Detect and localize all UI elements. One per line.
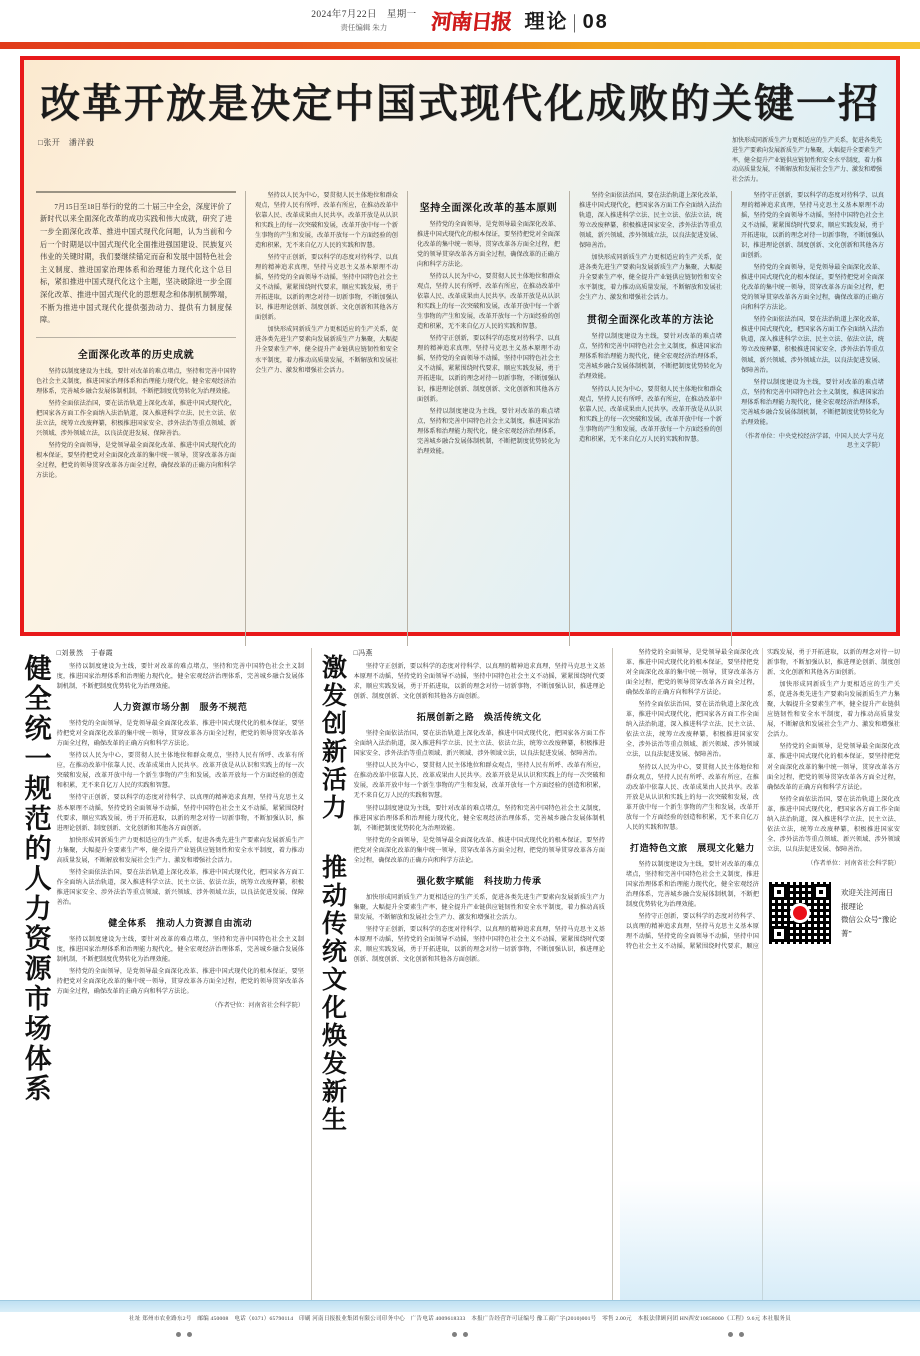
article-2-subhead-1: 拓展创新之路 焕活传统文化 — [416, 713, 542, 724]
feature-col3-body: 坚持党的全面领导，是党领导最全面深化改革、推进中国式现代化的根本保证，要坚持把党对全面深化改革的集中统一领导，贯穿改革各方面全过程，把党的领导贯穿改革各方面全过程，确保改革的正确方向和科学方法论。 坚持以人民为中心，要贯彻人民主体地位和群众观点，坚持人民有所呼、改革有所应，在推动改革中依靠人民、改革成果由人民共享。改革开放是从认识和实践上的每一次突破和发展，改革开放中每一个新生事物的产生和发展，改革开放每一个方面经验的创造和积累，无不来自亿万人民的实践和智慧。 坚持守正创新，要以科学的态度对待科学、以真理的精神追求真理，坚持马克思主义基本原理不动摇，坚持党的全面领导不动摇，坚持中国特色社会主义不动摇，紧紧围绕时代要求，顺应实践发展，勇于开拓进取，以新的理念对待一切新事物，不断加强认识，推进理论创新、制度创新、文化创新和其他各方面创新。 坚持以制度建设为主线，要针对改革的难点堵点，坚持和完善中国特色社会主义制度，推进国家治理体系和治理能力现代化，健全宏观经济治理体系，完善城乡融合发展体制机制，不断把制度优势转化为治理效能。 — [417, 220, 560, 455]
registration-dot — [463, 1332, 468, 1337]
qr-caption-line-1: 欢迎关注河南日报理论 — [840, 888, 894, 911]
article-2-body — [347, 648, 604, 1300]
feature-byline-row — [38, 137, 882, 186]
section-title-block — [525, 12, 609, 32]
feature-columns — [36, 191, 884, 646]
wechat-qr-code-icon[interactable] — [769, 882, 831, 944]
article-3-body — [620, 648, 900, 1300]
article-3-section-1: 坚持以制度建设为主线，要针对改革的难点堵点，坚持和完善中国特色社会主义制度，推进国家治理体系和治理能力现代化，健全宏观经济治理体系，完善城乡融合发展体制机制，不断把制度优势转化为治理效能。 坚持守正创新，要以科学的态度对待科学、以真理的精神追求真理，坚持马克思主义基本原理不动摇，坚持党的全面领导不动摇，坚持中国特色社会主义不动摇，紧紧围绕时代要求，顺应实践发展，勇于开拓进取，以新的理念对待一切新事物，不断加强认识，推进理论创新、制度创新、文化创新和其他各方面创新。 加快形成同新质生产力更相适应的生产关系，促进各类先进生产要素向发展新质生产力集聚，大幅提升全要素生产率，健全提升产业链供应链韧性和安全水平制度，着力推动高质量发展，不断解放和发展社会生产力、激发和增强社会活力。 坚持党的全面领导，是党领导最全面深化改革、推进中国式现代化的根本保证，要坚持把党对全面深化改革的集中统一领导，贯穿改革各方面全过程，把党的领导贯穿改革各方面全过程，确保改革的正确方向和科学方法论。 坚持全面依法治国，要在法治轨道上深化改革，推进中国式现代化，把国家各方面工作全面纳入法治轨道，深入推进科学立法、民主立法、依法立法，统筹立改废释纂，积极推进国家安全、涉外法治等重点领域、新兴领域、涉外领域立法，以良法促进发展、保障善治。 — [625, 649, 900, 951]
article-divider — [311, 648, 312, 1300]
registration-dot — [176, 1332, 181, 1337]
article-divider — [612, 648, 613, 1300]
registration-dot — [187, 1332, 192, 1337]
feature-article — [20, 56, 900, 636]
registration-dot — [452, 1332, 457, 1337]
feature-credit: （作者单位：中央党校经济学部、中国人民大学马克思主义学院） — [741, 432, 884, 450]
article-1-section-2: 坚持以制度建设为主线，要针对改革的难点堵点，坚持和完善中国特色社会主义制度，推进国家治理体系和治理能力现代化，健全宏观经济治理体系，完善城乡融合发展体制机制，不断把制度优势转化为治理效能。 坚持党的全面领导，是党领导最全面深化改革、推进中国式现代化的根本保证，要坚持把党对全面深化改革的集中统一领导，贯穿改革各方面全过程，把党的领导贯穿改革各方面全过程，确保改革的正确方向和科学方法论。 — [56, 935, 304, 996]
feature-intro-snippet: 加快形成同新质生产力更相适应的生产关系，促进各类先进生产要素向发展新质生产力集聚，大幅提升全要素生产率，健全提升产业链供应链韧性和安全水平制度，着力推动高质量发展，不断解放和发展社会生产力、激发和增强社会活力。 — [732, 138, 883, 184]
feature-col2-body: 坚持以人民为中心，要贯彻人民主体地位和群众观点，坚持人民有所呼、改革有所应，在推动改革中依靠人民、改革成果由人民共享。改革开放是从认识和实践上的每一次突破和发展，改革开放中每一个新生事物的产生和发展，改革开放每一个方面经验的创造和积累，无不来自亿万人民的实践和智慧。 坚持守正创新，要以科学的态度对待科学、以真理的精神追求真理，坚持马克思主义基本原理不动摇，坚持党的全面领导不动摇，坚持中国特色社会主义不动摇，紧紧围绕时代要求，顺应实践发展，勇于开拓进取，以新的理念对待一切新事物，不断加强认识，推进理论创新、制度创新、文化创新和其他各方面创新。 加快形成同新质生产力更相适应的生产关系，促进各类先进生产要素向发展新质生产力集聚，大幅提升全要素生产率，健全提升产业链供应链韧性和安全水平制度，着力推动高质量发展，不断解放和发展社会生产力、激发和增强社会活力。 — [255, 191, 398, 374]
feature-col4-body-2: 坚持以制度建设为主线，要针对改革的难点堵点，坚持和完善中国特色社会主义制度，推进国家治理体系和治理能力现代化，健全宏观经济治理体系，完善城乡融合发展体制机制，不断把制度优势转化为治理效能。 坚持以人民为中心，要贯彻人民主体地位和群众观点，坚持人民有所呼、改革有所应，在推动改革中依靠人民、改革成果由人民共享。改革开放是从认识和实践上的每一次突破和发展，改革开放中每一个新生事物的产生和发展，改革开放每一个方面经验的创造和积累，无不来自亿万人民的实践和智慧。 — [579, 333, 722, 443]
feature-column-4 — [579, 191, 722, 646]
article-3-top: 坚持党的全面领导，是党领导最全面深化改革、推进中国式现代化的根本保证，要坚持把党对全面深化改革的集中统一领导，贯穿改革各方面全过程，把党的领导贯穿改革各方面全过程，确保改革的正确方向和科学方法论。 坚持全面依法治国，要在法治轨道上深化改革，推进中国式现代化，把国家各方面工作全面纳入法治轨道，深入推进科学立法、民主立法、依法立法，统筹立改废释纂，积极推进国家安全、涉外法治等重点领域、新兴领域、涉外领域立法，以良法促进发展、保障善治。 坚持以人民为中心，要贯彻人民主体地位和群众观点，坚持人民有所呼、改革有所应，在推动改革中依靠人民、改革成果由人民共享。改革开放是从认识和实践上的每一次突破和发展，改革开放中每一个新生事物的产生和发展，改革开放每一个方面经验的创造和积累，无不来自亿万人民的实践和智慧。 — [625, 649, 759, 831]
article-2-intro: 坚持守正创新，要以科学的态度对待科学、以真理的精神追求真理，坚持马克思主义基本原理不动摇，坚持党的全面领导不动摇，坚持中国特色社会主义不动摇，紧紧围绕时代要求，顺应实践发展，勇于开拓进取，以新的理念对待一切新事物，不断加强认识，推进理论创新、制度创新、文化创新和其他各方面创新。 — [353, 663, 605, 701]
article-3-subhead-1: 打造特色文旅 展现文化魅力 — [630, 843, 755, 854]
publication-date: 2024年7月22日 星期一 — [311, 9, 417, 20]
feature-column-3 — [417, 191, 560, 646]
footer-band — [0, 1300, 920, 1312]
feature-col4-body: 坚持全面依法治国，要在法治轨道上深化改革，推进中国式现代化，把国家各方面工作全面纳入法治轨道，深入推进科学立法、民主立法、依法立法，统筹立改废释纂，积极推进国家安全、涉外法治等重点领域、新兴领域、涉外领域立法，以良法促进发展、保障善治。 加快形成同新质生产力更相适应的生产关系，促进各类先进生产要素向发展新质生产力集聚，大幅提升全要素生产率，健全提升产业链供应链韧性和安全水平制度，着力推动高质量发展，不断解放和发展社会生产力、激发和增强社会活力。 — [579, 191, 722, 302]
article-2-title: 激发创新活力 推动传统文化焕发新生 — [318, 654, 348, 1134]
article-3-credit: （作者单位：河南省社会科学院） — [807, 859, 900, 867]
article-1-section-1: 坚持党的全面领导，是党领导最全面深化改革、推进中国式现代化的根本保证，要坚持把党对全面深化改革的集中统一领导，贯穿改革各方面全过程，把党的领导贯穿改革各方面全过程，确保改革的正确方向和科学方法论。 坚持以人民为中心，要贯彻人民主体地位和群众观点，坚持人民有所呼、改革有所应，在推动改革中依靠人民、改革成果由人民共享。改革开放是从认识和实践上的每一次突破和发展，改革开放中每一个新生事物的产生和发展，改革开放每一个方面经验的创造和积累，无不来自亿万人民的实践和智慧。 坚持守正创新，要以科学的态度对待科学、以真理的精神追求真理，坚持马克思主义基本原理不动摇，坚持党的全面领导不动摇，坚持中国特色社会主义不动摇，紧紧围绕时代要求，顺应实践发展，勇于开拓进取，以新的理念对待一切新事物，不断加强认识，推进理论创新、制度创新、文化创新和其他各方面创新。 加快形成同新质生产力更相适应的生产关系，促进各类先进生产要素向发展新质生产力集聚，大幅提升全要素生产率，健全提升产业链供应链韧性和安全水平制度，着力推动高质量发展，不断解放和发展社会生产力、激发和增强社会活力。 坚持全面依法治国，要在法治轨道上深化改革，推进中国式现代化，把国家各方面工作全面纳入法治轨道，深入推进科学立法、民主立法、依法立法，统筹立改废释纂，积极推进国家安全、涉外法治等重点领域、新兴领域、涉外领域立法，以良法促进发展、保障善治。 — [56, 720, 304, 906]
feature-subhead-3: 贯彻全面深化改革的方法论 — [586, 315, 715, 327]
feature-column-2 — [255, 191, 398, 646]
responsible-editor: 责任编辑 朱力 — [340, 22, 388, 32]
qr-caption — [841, 886, 898, 940]
feature-subhead-1: 全面深化改革的历史成就 — [77, 349, 195, 361]
feature-col5-body: 坚持守正创新，要以科学的态度对待科学、以真理的精神追求真理，坚持马克思主义基本原理不动摇，坚持党的全面领导不动摇，坚持中国特色社会主义不动摇，紧紧围绕时代要求，顺应实践发展，勇于开拓进取，以新的理念对待一切新事物，不断加强认识，推进理论创新、制度创新、文化创新和其他各方面创新。 坚持党的全面领导，是党领导最全面深化改革、推进中国式现代化的根本保证，要坚持把党对全面深化改革的集中统一领导，贯穿改革各方面全过程，把党的领导贯穿改革各方面全过程，确保改革的正确方向和科学方法论。 坚持全面依法治国，要在法治轨道上深化改革，推进中国式现代化，把国家各方面工作全面纳入法治轨道，深入推进科学立法、民主立法、依法立法，统筹立改废释纂，积极推进国家安全、涉外法治等重点领域、新兴领域、涉外领域立法，以良法促进发展、保障善治。 坚持以制度建设为主线，要针对改革的难点堵点，坚持和完善中国特色社会主义制度，推进国家治理体系和治理能力现代化，健全宏观经济治理体系，完善城乡融合发展体制机制，不断把制度优势转化为治理效能。 — [741, 191, 884, 426]
qr-finder-icon — [813, 884, 829, 900]
masthead — [0, 0, 920, 42]
article-cultural-innovation — [319, 648, 605, 1300]
section-name: 理论 — [524, 11, 569, 34]
bottom-articles — [20, 648, 900, 1300]
feature-lead-text: 7月15日至18日举行的党的二十届三中全会，深度评价了新时代以来全面深化改革的成功实践和伟大成就，研究了进一步全面深化改革、推进中国式现代化问题，认为当前和今后一个时期是以中国式现代化全面推进强国建设、民族复兴伟业的关键时期，我们要继续锚定而奋和发展中国特色社会主义制度、推进国家治理体系和治理能力现代化这个总目标，紧扣推进中国式现代化这个主题，坚决破除进一步全面深化改革、推进中国式现代化的思想观念和体制机制弊端，不断为推进中国式现代化提供强劲动力、提供有力制度保障。 — [40, 202, 232, 325]
article-1-byline: □刘景然 于春霞 — [56, 649, 114, 657]
registration-marks — [0, 1332, 920, 1346]
qr-finder-icon — [771, 926, 787, 942]
masthead-color-rule — [0, 42, 920, 49]
feature-lead-box — [36, 191, 236, 338]
masthead-date-block — [311, 10, 416, 32]
article-2-section-1: 坚持全面依法治国，要在法治轨道上深化改革，推进中国式现代化，把国家各方面工作全面纳入法治轨道，深入推进科学立法、民主立法、依法立法，统筹立改废释纂，积极推进国家安全、涉外法治等重点领域、新兴领域、涉外领域立法，以良法促进发展、保障善治。 坚持以人民为中心，要贯彻人民主体地位和群众观点，坚持人民有所呼、改革有所应，在推动改革中依靠人民、改革成果由人民共享。改革开放是从认识和实践上的每一次突破和发展，改革开放中每一个新生事物的产生和发展，改革开放每一个方面经验的创造和积累，无不来自亿万人民的实践和智慧。 坚持以制度建设为主线，要针对改革的难点堵点，坚持和完善中国特色社会主义制度，推进国家治理体系和治理能力现代化，健全宏观经济治理体系，完善城乡融合发展体制机制，不断把制度优势转化为治理效能。 坚持党的全面领导，是党领导最全面深化改革、推进中国式现代化的根本保证，要坚持把党对全面深化改革的集中统一领导，贯穿改革各方面全过程，把党的领导贯穿改革各方面全过程，确保改革的正确方向和科学方法论。 — [353, 730, 605, 864]
article-human-resources — [20, 648, 304, 1300]
section-separator: | — [572, 11, 579, 34]
article-1-subhead-2: 健全体系 推动人力资源自由流动 — [108, 918, 253, 929]
registration-dot — [728, 1332, 733, 1337]
article-1-title: 健全统一规范的人力资源市场体系 — [19, 654, 51, 1104]
column-divider — [731, 191, 732, 646]
feature-col1-body: 坚持以制度建设为主线，要针对改革的难点堵点，坚持和完善中国特色社会主义制度，推进国家治理体系和治理能力现代化，健全宏观经济治理体系，完善城乡融合发展体制机制，不断把制度优势转化为治理效能。 坚持全面依法治国，要在法治轨道上深化改革，推进中国式现代化，把国家各方面工作全面纳入法治轨道，深入推进科学立法、民主立法、依法立法，统筹立改废释纂，积极推进国家安全、涉外法治等重点领域、新兴领域、涉外领域立法，以良法促进发展、保障善治。 坚持党的全面领导，是党领导最全面深化改革、推进中国式现代化的根本保证，要坚持把党对全面深化改革的集中统一领导，贯穿改革各方面全过程，把党的领导贯穿改革各方面全过程，确保改革的正确方向和科学方法论。 — [36, 367, 236, 480]
column-divider — [407, 191, 408, 646]
qr-caption-line-2: 微信公众号“豫论菁” — [840, 915, 897, 938]
qr-finder-icon — [771, 884, 787, 900]
article-1-intro: 坚持以制度建设为主线，要针对改革的难点堵点，坚持和完善中国特色社会主义制度，推进国家治理体系和治理能力现代化，健全宏观经济治理体系，完善城乡融合发展体制机制，不断把制度优势转化为治理效能。 — [56, 663, 304, 691]
registration-dot — [739, 1332, 744, 1337]
feature-byline: □张开 潘洋毅 — [38, 138, 95, 148]
column-divider — [245, 191, 246, 646]
feature-column-1 — [36, 191, 236, 646]
feature-headline: 改革开放是决定中国式现代化成败的关键一招 — [40, 80, 880, 127]
article-1-body — [51, 648, 304, 1300]
column-divider — [569, 191, 570, 646]
article-2-subhead-2: 强化数字赋能 科技助力传承 — [416, 876, 542, 887]
article-1-subhead-1: 人力资源市场分割 服务不规范 — [113, 703, 248, 714]
article-1-credit: （作者단位：河南省社会科学院） — [211, 1002, 304, 1010]
article-cultural-tourism — [620, 648, 900, 1300]
footer-imprint: 社址 郑州市农业路东2号 邮编 450008 电话（0371）65790114 印刷 河南日报报业集团有限公司印务中心 广告电话 4009618333 本报广告经营许可证编号 豫工商广字(2010)001号 零售 2.00元 本报法律顾问团 HN西安10858000《工程》9.6元 本社服务员 — [129, 1316, 791, 1322]
paper-logo: 河南日报 — [429, 9, 512, 35]
article-2-section-2: 加快形成同新质生产力更相适应的生产关系，促进各类先进生产要素向发展新质生产力集聚，大幅提升全要素生产率，健全提升产业链供应链韧性和安全水平制度，着力推动高质量发展，不断解放和发展社会生产力、激发和增强社会活力。 坚持守正创新，要以科学的态度对待科学、以真理的精神追求真理，坚持马克思主义基本原理不动摇，坚持党的全面领导不动摇，坚持中国特色社会主义不动摇，紧紧围绕时代要求，顺应实践发展，勇于开拓进取，以新的理念对待一切新事物，不断加强认识，推进理论创新、制度创新、文化创新和其他各方面创新。 — [353, 893, 605, 964]
article-2-byline: □冯燕 — [353, 649, 373, 657]
feature-subhead-2: 坚持全面深化改革的基本原则 — [419, 202, 558, 214]
feature-column-5 — [741, 191, 884, 646]
page-number: 08 — [582, 11, 609, 34]
qr-promo-block — [767, 876, 900, 950]
